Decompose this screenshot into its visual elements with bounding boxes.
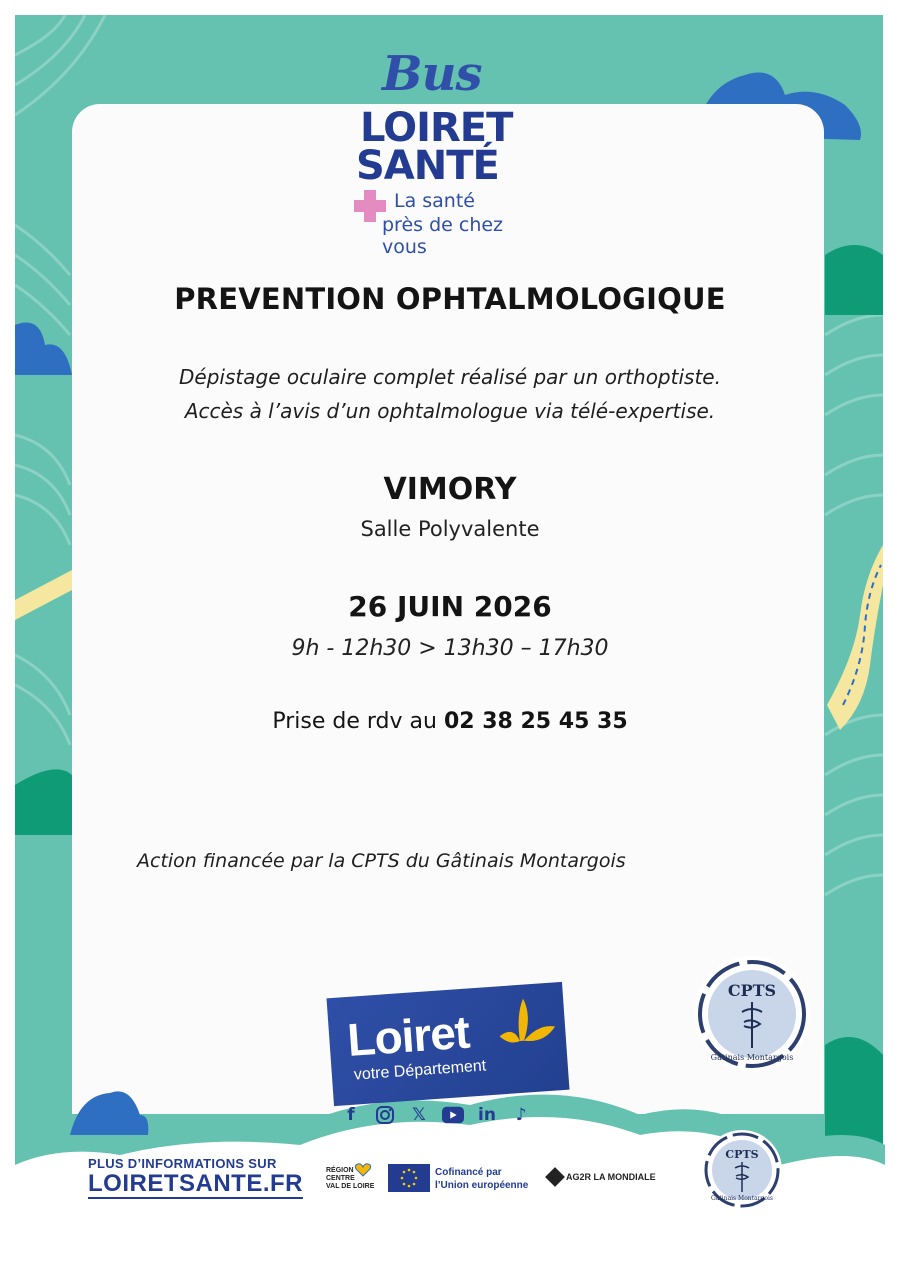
eu-line1: Cofinancé par — [435, 1167, 502, 1178]
loiret-logo-subtitle: votre Département — [353, 1057, 487, 1084]
facebook-icon[interactable]: f — [347, 1105, 355, 1125]
region-line1: RÉGION — [326, 1167, 354, 1174]
logo-tagline2: près de chez vous — [382, 214, 504, 258]
eu-cofunding — [435, 1166, 528, 1192]
description-line1: Dépistage oculaire complet réalisé par un orthoptiste. — [179, 365, 721, 389]
heart-icon — [354, 1163, 372, 1177]
website-link[interactable]: LOIRETSANTE.FR — [88, 1170, 303, 1197]
more-info-block — [88, 1156, 303, 1199]
region-logo — [326, 1167, 374, 1191]
youtube-icon[interactable] — [442, 1104, 464, 1126]
logo-line1: LOIRET — [360, 105, 513, 151]
city-name: VIMORY — [383, 472, 517, 507]
cpts-logo-small — [700, 1128, 784, 1212]
x-icon[interactable]: 𝕏 — [412, 1105, 426, 1125]
eu-flag-icon — [388, 1164, 430, 1192]
social-icons — [340, 1104, 532, 1126]
instagram-icon[interactable] — [374, 1104, 396, 1126]
fleur-de-lis-icon — [487, 992, 561, 1057]
venue-name: Salle Polyvalente — [360, 517, 540, 541]
bus-loiret-sante-logo — [352, 46, 552, 258]
more-info-label: PLUS D’INFORMATIONS SUR — [88, 1156, 277, 1171]
logo-bus-word: Bus — [382, 46, 482, 102]
linkedin-icon[interactable]: in — [478, 1105, 496, 1125]
event-hours: 9h - 12h30 > 13h30 – 17h30 — [291, 636, 609, 661]
cpts-small-title: CPTS — [725, 1148, 759, 1161]
tiktok-icon[interactable]: ♪ — [515, 1105, 527, 1125]
loiret-logo-word: Loiret — [345, 1005, 471, 1066]
logo-line2: SANTÉ — [356, 143, 499, 189]
event-date: 26 JUIN 2026 — [348, 590, 552, 623]
appointment-line — [0, 709, 900, 734]
loiret-department-logo — [327, 982, 570, 1106]
funding-note: Action financée par la CPTS du Gâtinais Montargois — [137, 850, 626, 872]
region-line2: CENTRE — [326, 1175, 355, 1182]
logo-tagline1: La santé — [394, 190, 475, 212]
cpts-large-subtitle: Gâtinais Montargois — [710, 1053, 794, 1062]
region-line3: VAL DE LOIRE — [326, 1183, 375, 1190]
description-line2: Accès à l’avis d’un ophtalmologue via télé-expertise. — [184, 399, 716, 423]
eu-line2: l’Union européenne — [435, 1180, 529, 1191]
appointment-label: Prise de rdv au — [272, 709, 437, 734]
cpts-logo-large — [690, 952, 814, 1076]
cpts-large-title: CPTS — [727, 981, 777, 1000]
ag2r-label: AG2R LA MONDIALE — [566, 1172, 656, 1182]
cpts-small-subtitle: Gâtinais Montargois — [711, 1195, 773, 1202]
page-title: PREVENTION OPHTALMOLOGIQUE — [174, 282, 726, 316]
appointment-phone[interactable]: 02 38 25 45 35 — [443, 709, 628, 734]
